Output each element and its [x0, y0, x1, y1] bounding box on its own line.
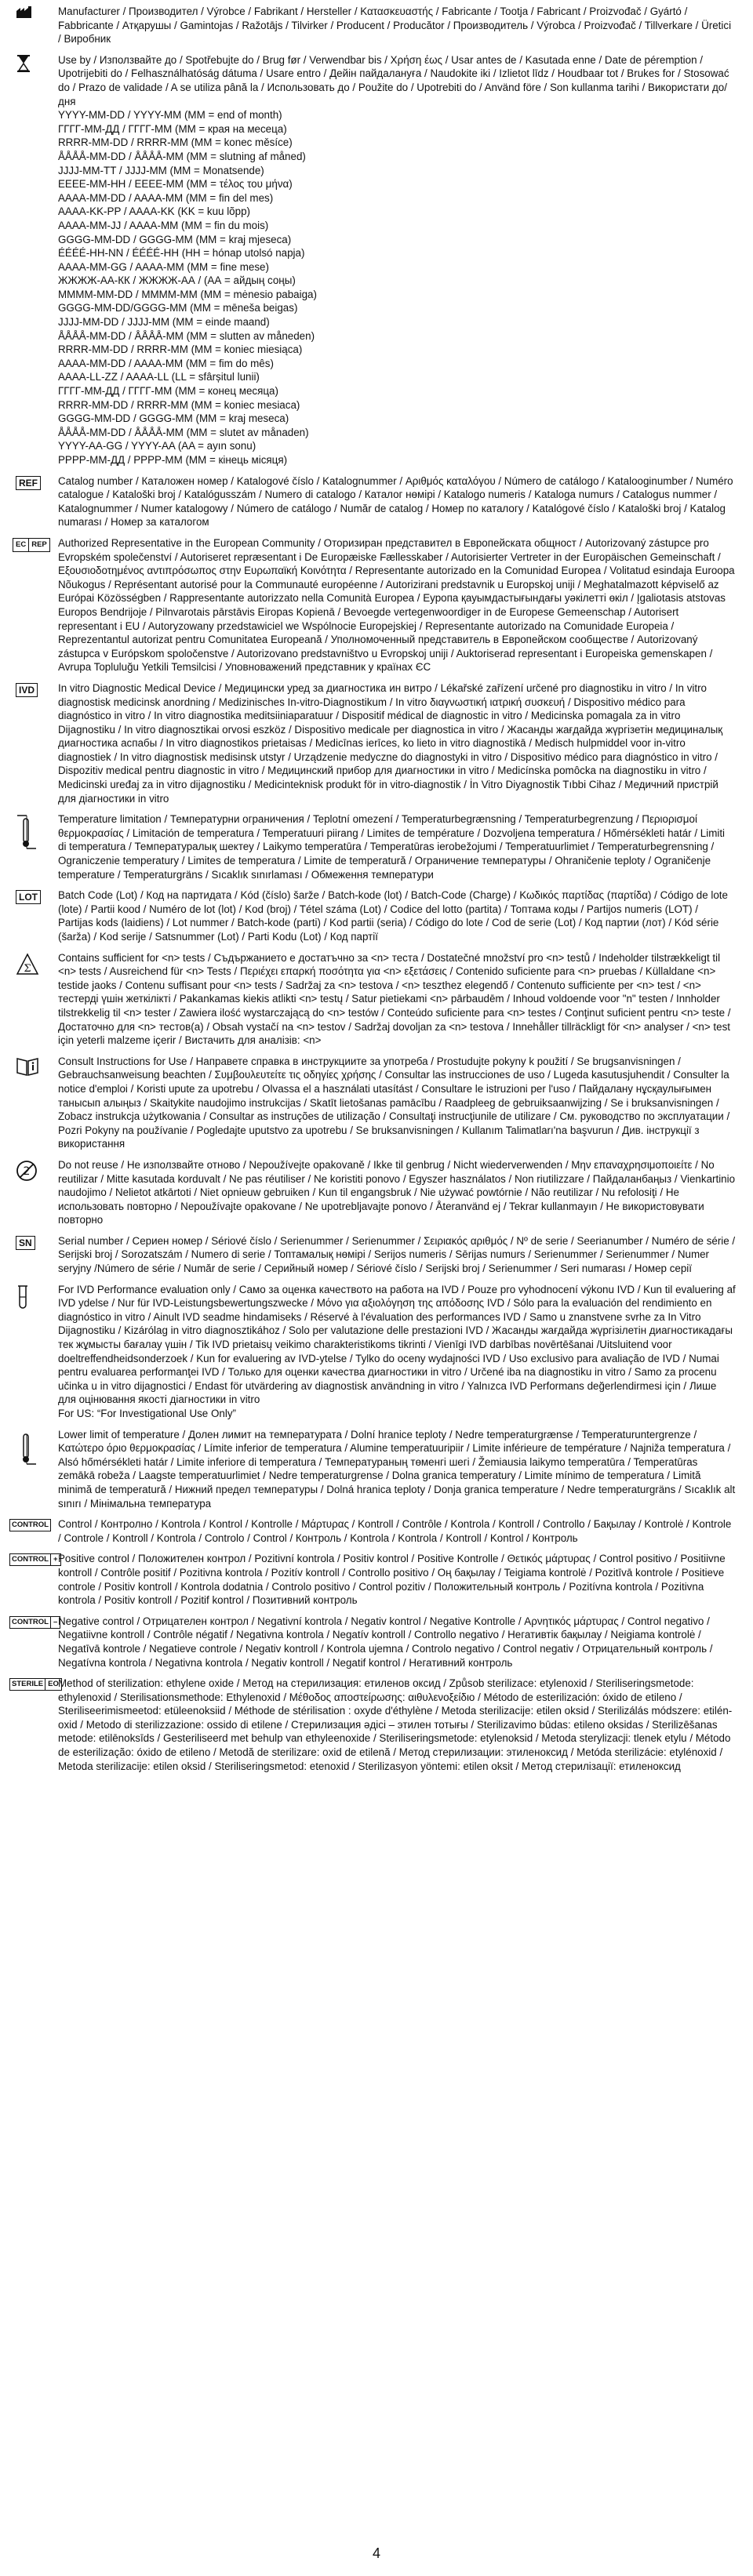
- lot-icon: LOT: [16, 890, 41, 904]
- manufacturer-icon: [5, 5, 58, 19]
- serial-text: Serial number / Сериен номер / Sériové číslo / Serienummer / Serienummer / Σειριακός αριθμός / Nº de serie / Seerianumber / Numéro de série / Serijski broj / Sorozatszám / Numero di serie / Топтамалық нөмірі / Serijos numeris / Sērijas numurs / Serienummer / Serienummer / Numer seryjny /Número de série / Număr de serie / Серийный номер / Sériové číslo / Serijski broj / Serienummer / Seri numarası / Номер серії: [58, 1234, 736, 1275]
- entry-positive-control: [5, 1552, 736, 1607]
- lower-temperature-limit-icon: [5, 1428, 58, 1466]
- entry-serial: [5, 1234, 736, 1276]
- svg-text:2: 2: [23, 1164, 31, 1178]
- control-minus-symbol: [5, 1615, 58, 1629]
- date-format: AAAA-KK-PP / AAAA-KK (KK = kuu lõpp): [58, 205, 250, 218]
- control-plus-icon: [9, 1553, 61, 1566]
- control-text: Control / Контролно / Kontrola / Kontrol / Kontrolle / Μάρτυρας / Kontroll / Contrôle / Kontrola / Kontroll / Controllo / Бақылау / Kontrolė / Kontrole / Controle / Kontroll / Kontrola / Controlo / Control / Контроль / Kontrola / Kontrola / Kontroll / Kontrol / Контроль: [58, 1518, 732, 1544]
- date-format: ЖЖЖЖ-АА-КК / ЖЖЖЖ-АА / (АА = айдың соңы): [58, 274, 296, 287]
- performance-text: For IVD Performance evaluation only / Само за оценка качеството на работа на IVD / Pouze pro vyhodnocení výkonu IVD / Kun til evaluering af IVD ydelse / Nur für IVD-Leistungsbewertungszwecke / Μόνο για αξιολόγηση της απόδοσης IVD / Sólo para la evaluación del rendimiento en diagnóstico in vitro / Ainult IVD seadme hindamiseks / Réservé à l'évaluation des performances IVD / Samo u znanstvene svrhe za In Vitro Dijagnostiku / Kizárólag in vitro diagnosztikához / Solo per valutazione delle prestazioni IVD / Жасанды жағдайда жүргізілетін диагностикадағы тек жұмысты бағалау үшін / Tik IVD prietaisų veikimo charakteristikoms tikrinti / Vienīgi IVD darbības novērtēšanai /Uitsluitend voor doeltreffendheidsonderzoek / Kun for evaluering av IVD-ytelse / Tylko do oceny wydajności IVD / Uso exclusivo para avaliação de IVD / Numai pentru evaluarea performanţei IVD / Только для оценки качества диагностики in vitro / Určené iba na diagnostiku in vitro / Samo za procenu učinka u in vitro dijagnostici / Endast för utvärdering av diagnostisk användning in vitro / Yalnızca IVD Performans değerlendirmesi için / Лише для оцінювання якості діагностики in vitro: [58, 1283, 736, 1406]
- entry-negative-control: [5, 1615, 736, 1669]
- date-format: AAAA-MM-GG / AAAA-MM (MM = fine mese): [58, 260, 269, 273]
- do-not-reuse-icon: [5, 1158, 58, 1182]
- control-symbol: [5, 1517, 58, 1531]
- entry-do-not-reuse: [5, 1158, 736, 1227]
- ivd-symbol: [5, 681, 58, 697]
- authorized-rep-text: Authorized Representative in the European Community / Оторизиран представител в Европейската общност / Autorizovaný zástupce pro Evropském společenství / Autoriseret repræsentant i De Europæiske Fællesskaber / Autorisierter Vertreter in der Europäischen Gemeinschaft / Εξουσιοδοτημένος αντιπρόσωπος στην Ευρωπαϊκή Κοινότητα / Representante autorizado en la Comunidad Europea / Volitatud esindaja Euroopa Nõukogus / Représentant autorisé pour la Communauté européenne / Autorizirani predstavnik u Europskoj uniji / Meghatalmazott képviselő az Európai Közösségben / Rappresentante autorizzato nella Comunità Europea / Еуропа қауымдастығындағы уәкілетті өкіл / Įgaliotasis atstovas Europos Bendrijoje / Pilnvarotais pārstāvis Eiropas Kopienā / Bevoegde vertegenwoordiger in de Europese Gemeenschap / Autorisert representant i EU / Autoryzowany przedstawiciel we Wspólnocie Europejskiej / Representante autorizado na Comunidade Europeia / Reprezentantul autorizat pentru Comunitatea Europeană / Уполномоченный представитель в Европейском сообществе / Autorizovaný zástupca v Európskom spoločenstve / Autorizovano predstavništvo u Evropskoj uniji / Auktoriserad representant i Europeiska gemenskapen / Avrupa Topluluğu Yetkili Temsilcisi / Уповноважений представник у країнах ЄС: [58, 536, 735, 674]
- sufficient-text: Contains sufficient for <n> tests / Съдържанието е достатъчно за <n> теста / Dostatečné množství pro <n> testů / Indeholder tilstrækkeligt til <n> tests / Ausreichend für <n> Tests / Περιέχει επαρκή ποσότητα για <n> εξετάσεις / Contenido suficiente para <n> pruebas / Küllaldane <n> testide jaoks / Contenu suffisant pour <n> tests / Sadržaj za <n> testova / <n> teszthez elegendő / Contenuto sufficiente per <n> test / <n> тестерді үшін жеткілікті / Pakankamas kiekis atlikti <n> testų / Satur pietiekami <n> pārbaudēm / Inhoud voldoende voor "n" testen / Innholder tilstrekkelig til <n> tester / Zawiera ilość wystarczającą do <n> testów / Conteúdo suficiente para <n> testes / Conţinut suficient pentru <n> teste / Достаточно для <n> тестов(а) / Obsah vystačí na <n> testov / Sadržaj dovoljan za <n> testova / Innehåller tillräckligt för <n> analyser / <n> test için yeterli malzeme içerir / Вистачить для аналізів: <n>: [58, 951, 731, 1047]
- entry-control: [5, 1517, 736, 1545]
- manufacturer-text: Manufacturer / Производител / Výrobce / Fabrikant / Hersteller / Κατασκευαστής / Fabricante / Tootja / Fabricant / Proizvođač / Gyártó / Fabbricante / Атқарушы / Gamintojas / Ražotājs / Tilvirker / Producent / Producător / Производитель / Výrobca / Proizvođač / Tillverkare / Üretici / Виробник: [58, 5, 732, 45]
- entry-lower-temp: [5, 1428, 736, 1511]
- sterile-eo-text: Method of sterilization: ethylene oxide / Метод на стерилизация: етиленов оксид / Způsob sterilizace: etylenoxid / Steriliseringsmetode: ethylenoxid / Sterilisationsmethode: Ethylenoxid / Μέθοδος αποστείρωσης: αιθυλενοξείδιο / Método de esterilización: óxido de etileno / Steriliseerimismeetod: etüleenoksiid / Méthode de stérilisation : oxyde d'éthylène / Metoda sterilizacije: etilen oksid / Sterilizálás módszere: etilén-oxid / Metodo di sterilizzazione: ossido di etilene / Стерилизация әдісі – этилен тотығы / Sterilizavimo būdas: etileno oksidas / Sterilizēšanas metode: etilēnoksīds / Gesteriliseerd met behulp van ethyleenoxide / Steriliseringsmetode: etylenoksid / Metoda sterylizacji: tlenek etylu / Método de esterilização: óxido de etileno / Metodă de sterilizare: oxid de etilenă / Метод стерилизации: этиленоксид / Metóda sterilizácie: etylénoxid / Metoda sterilizacije: etilen oksid / Steriliseringsmetod: etenoxid / Sterilizasyon yöntemi: etilen oksit / Метод стерилізації: етиленоксид: [58, 1677, 733, 1772]
- date-format: ÅÅÅÅ-MM-DD / ÅÅÅÅ-MM (MM = slutten av måneden): [58, 329, 315, 342]
- ec-rep-icon: [13, 538, 50, 552]
- negative-control-text: Negative control / Отрицателен контрол / Negativní kontrola / Negativ kontrol / Negative Kontrolle / Αρνητικός μάρτυρας / Control negativo / Negatiivne kontroll / Contrôle négatif / Negativna kontrola / Negatív kontroll / Controllo negativo / Негативтік бақылау / Neigiama kontrolė / Negatīvā kontrole / Negatieve controle / Negativ kontroll / Kontrola ujemna / Controlo negativo / Control negativ / Отрицательный контроль / Negatívna kontrola / Negativna kontrola / Negativ kontroll / Negatif kontrol / Негативний контроль: [58, 1615, 713, 1669]
- date-format: ÉÉÉÉ-HH-NN / ÉÉÉÉ-HH (HH = hónap utolsó napja): [58, 247, 305, 260]
- date-format: РРРР-ММ-ДД / РРРР-ММ (ММ = кінець місяця): [58, 454, 288, 466]
- date-format: RRRR-MM-DD / RRRR-MM (MM = koniec miesiąca): [58, 343, 303, 356]
- control-icon: CONTROL: [9, 1519, 51, 1531]
- date-format: ÅÅÅÅ-MM-DD / ÅÅÅÅ-MM (MM = slutet av månaden): [58, 426, 309, 438]
- sterile-eo-symbol: [5, 1677, 58, 1691]
- ref-icon: REF: [16, 476, 41, 490]
- sn-icon: SN: [16, 1236, 35, 1250]
- date-format: GGGG-MM-DD / GGGG-MM (MM = kraj meseca): [58, 412, 289, 425]
- date-format: ГГГГ-ММ-ДД / ГГГГ-ММ (ММ = конец месяца): [58, 385, 278, 398]
- svg-text:Σ: Σ: [24, 962, 31, 975]
- date-format: ÅÅÅÅ-MM-DD / ÅÅÅÅ-MM (MM = slutning af måned): [58, 150, 306, 162]
- entry-manufacturer: [5, 5, 736, 46]
- entry-ifu: [5, 1055, 736, 1151]
- entry-sterile-eo: [5, 1677, 736, 1773]
- date-format-list: [58, 108, 736, 467]
- eo-label: EO: [48, 1680, 59, 1689]
- minus-sign: –: [53, 1617, 58, 1626]
- sn-symbol: [5, 1234, 58, 1250]
- control-plus-symbol: [5, 1552, 58, 1566]
- lot-text: Batch Code (Lot) / Код на партидата / Kód (číslo) šarže / Batch-kode (lot) / Batch-Code (Charge) / Κωδικός παρτίδας (παρτίδα) / Código de lote (lote) / Partii kood / Numéro de lot (lot) / Kod (broj) / Tétel száma (Lot) / Codice del lotto (partita) / Топтама коды / Partijos numeris (LOT) / Partijas kods (laidiens) / Lot nummer / Batch-kode (parti) / Kod partii (seria) / Código do lote / Cod de serie (Lot) / Код партии (лот) / Kód série (šarža) / Kod serije / Satsnummer (Lot) / Parti Kodu (Lot) / Код партії: [58, 889, 728, 943]
- date-format: AAAA-MM-JJ / AAAA-MM (MM = fin du mois): [58, 219, 269, 231]
- date-format: RRRR-MM-DD / RRRR-MM (MM = koniec mesiaca): [58, 398, 300, 411]
- date-format: ГГГГ-ММ-ДД / ГГГГ-ММ (ММ = края на месеца): [58, 122, 287, 135]
- page-number: 4: [372, 2545, 380, 2561]
- catalog-text: Catalog number / Каталожен номер / Katalogové číslo / Katalognummer / Αριθμός καταλόγου / Número de catálogo / Katalooginumber / Numéro catalogue / Kataloški broj / Katalógusszám / Numero di catalogo / Каталог нөмірі / Katalogo numeris / Kataloga numurs / Catalogus nummer / Katalognummer / Numer katalogowy / Número de catálogo / Număr de catalog / Номер по каталогу / Katalógové číslo / Kataloški broj / Katalog numarası / Номер за каталогом: [58, 474, 733, 529]
- entry-lot: [5, 888, 736, 943]
- sterile-eo-icon: [9, 1678, 62, 1691]
- use-by-text: Use by / Използвайте до / Spotřebujte do / Brug før / Verwendbar bis / Χρήση έως / Usar antes de / Kasutada enne / Date de péremption / Upotrijebiti do / Felhasználhatóság dátuma / Usare entro / Дейін пайдалануға / Naudokite iki / Izlietot līdz / Houdbaar tot / Brukes for / Stosować do / Prazo de validade / A se utiliza până la / Использовать до / Použite do / Upotrebiti do / Använd före / Son kullanma tarihi / Використати до/дня: [58, 53, 729, 107]
- date-format: MMMM-MM-DD / MMMM-MM (MM = mėnesio pabaiga): [58, 288, 317, 300]
- entry-performance: [5, 1283, 736, 1421]
- lower-temp-text: Lower limit of temperature / Долен лимит на температурата / Dolní hranice teploty / Nedre temperaturgrænse / Temperaturuntergrenze / Κατώτερο όριο θερμοκρασίας / Límite inferior de temperatura / Alumine temperatuuripiir / Limite inférieure de température / Najniža temperatura / Alsó hőmérsékleti határ / Limite inferiore di temperatura / Температураның төменгі шегі / Žemiausia laikymo temperatūra / Temperatūras zemākā robeža / Laagste temperatuurlimiet / Nedre temperaturgrense / Dolna granica temperatury / Limite mínimo de temperatura / Limită minimă de temperatură / Нижний предел температуры / Dolná hranica teploty / Donja granica temperature / Nedre temperaturgräns / Sıcaklık alt sınırı / Мінімальна температура: [58, 1428, 736, 1510]
- ref-symbol: [5, 474, 58, 490]
- sterile-label: STERILE: [10, 1679, 45, 1690]
- date-format: RRRR-MM-DD / RRRR-MM (MM = konec měsíce): [58, 136, 293, 149]
- consult-instructions-icon: [5, 1055, 58, 1077]
- plus-sign: +: [53, 1555, 58, 1564]
- sigma-icon: [5, 951, 58, 976]
- temperature-text: Temperature limitation / Температурни ограничения / Teplotní omezení / Temperaturbegrænsning / Temperaturbegrenzung / Περιορισμοί θερμοκρασίας / Limitación de temperatura / Temperatuuri piirang / Limites de température / Dozvoljena temperatura / Hőmérsékleti határ / Limiti di temperatura / Температуралық шектеу / Laikymo temperatūra / Temperatūras ierobežojumi / Temperatuurlimiet / Temperaturbegrensning / Ograniczenie temperatury / Limites de temperatura / Limite de temperatură / Ограничение температуры / Ohraničenie teploty / Ograničenje temperature / Temperaturgräns / Sıcaklık sınırlaması / Обмеження температури: [58, 813, 726, 881]
- date-format: GGGG-MM-DD / GGGG-MM (MM = kraj mjeseca): [58, 233, 292, 245]
- entry-sufficient: [5, 951, 736, 1048]
- entry-temperature: [5, 812, 736, 881]
- control-minus-label: CONTROL: [10, 1617, 51, 1628]
- ivd-text: In vitro Diagnostic Medical Device / Медицински уред за диагностика ин витро / Lékařské zařízení určené pro diagnostiku in vitro / In vitro diagnostisk medicinsk anordning / Medizinisches In-vitro-Diagnostikum / In vitro διαγνωστική ιατρική συσκευή / Dispositivo médico para diagnóstico in vitro / In vitro diagnostika meditsiiniaparatuur / Dispositif médical de diagnostic in vitro / Medicinska pomagala za in vitro Dijagnostiku / In vitro diagnosztikai orvosi eszköz / Dispositivo medicale per diagnostica in vitro / Жасанды жағдайда жүргізетін медициналық диагностика аспабы / In vitro diagnostikos prietaisas / Medicīnas ierīces, ko lieto in vitro diagnostikā / Medisch hulpmiddel voor in-vitro diagnostiek / In vitro diagnostisk medisinsk utstyr / Urządzenie medyczne do diagnostyki in vitro / Dispositivo médico para diagnóstico in vitro / Dispozitiv medical pentru diagnostic in vitro / Медицинский прибор для диагностики in vitro / Medicínska pomôcka na diagnostiku in vitro / Medicinski uređaj za in vitro dijagnostiku / Medicinteknisk produkt för in vitro-diagnostik / İn Vitro Diyagnostik Tıbbi Cihaz / Медичний пристрій для діагностики in vitro: [58, 681, 723, 805]
- hourglass-icon: [5, 53, 58, 72]
- date-format: GGGG-MM-DD/GGGG-MM (MM = mēneša beigas): [58, 302, 298, 314]
- entry-authorized-rep: [5, 536, 736, 674]
- date-format: YYYY-AA-GG / YYYY-AA (AA = ayın sonu): [58, 440, 256, 452]
- date-format: JJJJ-MM-DD / JJJJ-MM (MM = einde maand): [58, 316, 270, 329]
- ivd-icon: IVD: [16, 683, 38, 697]
- performance-us-text: For US: “For Investigational Use Only”: [58, 1408, 236, 1419]
- date-format: AAAA-MM-DD / AAAA-MM (MM = fin del mes): [58, 191, 274, 204]
- do-not-reuse-text: Do not reuse / Не използвайте отново / Nepoužívejte opakovaně / Ikke til genbrug / Nicht wiederverwenden / Μην επαναχρησιμοποιείτε / No reutilizar / Mitte kasutada korduvalt / Ne pas réutiliser / Ne koristiti ponovo / Egyszer használatos / Non riutilizzare / Пайдаланбаңыз / Vienkartinio naudojimo / Nelietot atkārtoti / Niet opnieuw gebruiken / Kun til engangsbruk / Nie używać powtórnie / Não reutilizar / Nu refolosiţi / Не использовать повторно / Nepoužívajte opakovane / Ne upotrebljavajte ponovo / Återanvänd ej / Tekrar kullanmayın / Не використовувати повторно: [58, 1158, 736, 1226]
- positive-control-text: Positive control / Положителен контрол / Pozitivní kontrola / Positiv kontrol / Positive Kontrolle / Θετικός μάρτυρας / Control positivo / Positiivne kontroll / Contrôle positif / Pozitivna kontrola / Pozitív kontroll / Controllo positivo / Оң бақылау / Teigiama kontrolė / Pozitīvā kontrole / Positieve controle / Positiv kontroll / Kontrola dodatnia / Controlo positivo / Control pozitiv / Положительный контроль / Pozitívna kontrola / Pozitivna kontrola / Positiv kontroll / Pozitif kontrol / Позитивний контроль: [58, 1553, 726, 1607]
- date-format: EEEE-MM-HH / EEEE-MM (MM = τέλος του μήνα): [58, 178, 293, 191]
- ec-rep-symbol: [5, 536, 58, 552]
- entry-use-by: [5, 53, 736, 467]
- entry-catalog-number: [5, 474, 736, 529]
- date-format: AAAA-LL-ZZ / AAAA-LL (LL = sfârșitul lunii): [58, 371, 260, 383]
- ifu-text: Consult Instructions for Use / Направете справка в инструкциите за употреба / Prostudujte pokyny k použití / Se brugsanvisningen / Gebrauchsanweisung beachten / Συμβουλευτείτε τις οδηγίες χρήσης / Consultar las instrucciones de uso / Lugeda kasutusjuhendit / Consulter la notice d'emploi / Koristi upute za upotrebu / Olvassa el a használati utasítást / Consultare le istruzioni per l'uso / Пайдалану нұсқаулығымен танысып алыңыз / Skaitykite naudojimo instrukcijas / Skatīt lietošanas pamācību / Raadpleeg de gebruiksaanwijzing / Se i bruksanvisningen / Zobacz instrukcja użytkowania / Consultar as instruções de utilização / Consultaţi instrucţiunile de utilizare / См. руководство по эксплуатации / Pozri Pokyny na používanie / Pogledajte uputstvo za upotrebu / Se bruksanvisningen / Kullanım Talimatları'na başvurun / Див. інструкції з використання: [58, 1055, 730, 1150]
- control-minus-icon: [9, 1616, 60, 1629]
- test-tube-icon: [5, 1283, 58, 1310]
- date-format: AAAA-MM-DD / AAAA-MM (MM = fim do mês): [58, 357, 274, 369]
- entry-ivd: [5, 681, 736, 805]
- date-format: YYYY-MM-DD / YYYY-MM (MM = end of month): [58, 109, 282, 122]
- date-format: JJJJ-MM-TT / JJJJ-MM (MM = Monatsende): [58, 164, 264, 176]
- ec-label: EC: [13, 539, 29, 551]
- rep-label: REP: [31, 540, 47, 549]
- temperature-limit-icon: [5, 812, 58, 850]
- control-plus-label: CONTROL: [10, 1554, 51, 1565]
- lot-symbol: [5, 888, 58, 904]
